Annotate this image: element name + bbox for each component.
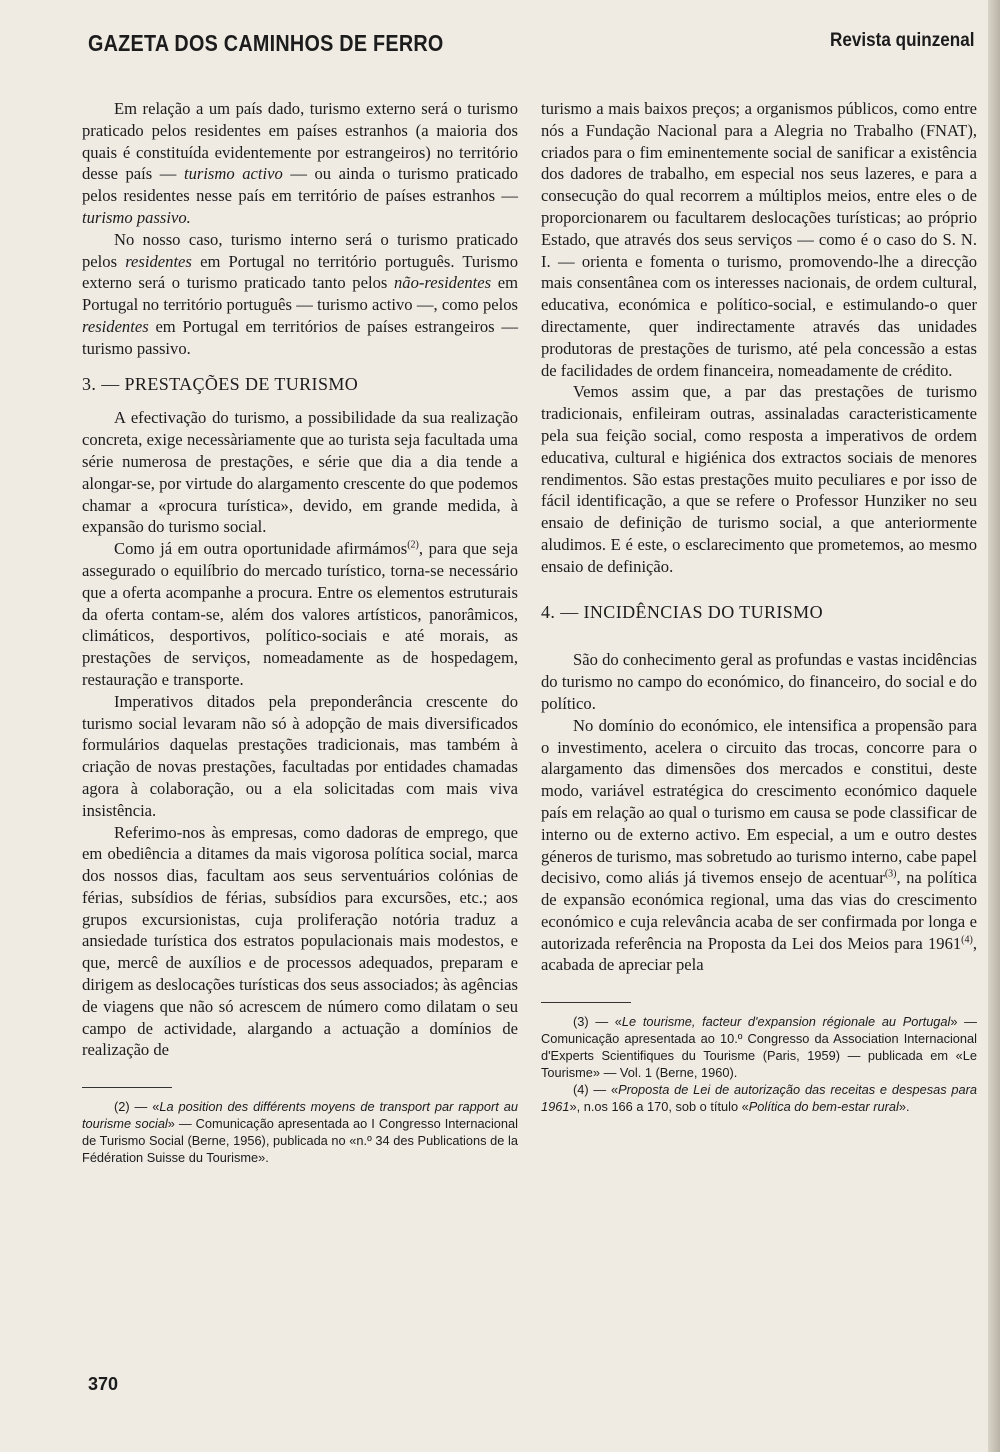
italic-term: Política do bem-estar rural [748, 1099, 899, 1115]
section-heading: 3. — PRESTAÇÕES DE TURISMO [82, 373, 359, 394]
text-run: » — Comunicação apresentada ao 10.º Congresso da Association Internacional d'Experts Scientifiques du Tourisme (Paris, 1959) — publicada em «Le Tourisme» — Vol. 1 (Berne, 1960). [541, 1014, 977, 1081]
footnote [541, 1013, 977, 1081]
paragraph [82, 538, 518, 691]
text-run: (2) — « [114, 1099, 160, 1115]
text-run: Como já em outra oportunidade afirmámos [114, 539, 408, 559]
text-run: Em relação a um país dado, turismo externo será o turismo praticado pelos residentes em países estranhos (a maioria dos quais é constituída evidentemente por estrangeiros) no território desse país — [82, 99, 518, 184]
paragraph: Vemos assim que, a par das prestações de turismo tradicionais, enfileiram outras, assinaladas caracteristicamente pela sua feição social, como resposta a imperativos de ordem educativa, cultural e higiénica dos extractos sociais de menores rendimentos. São estas prestações muito peculiares e por isso de fácil identificação, a que se refere o Professor Hunziker no seu ensaio de definição de turismo social, a que anteriormente aludimos. E é este, o esclarecimento que prometemos, ao mesmo ensaio de definição. [541, 382, 977, 576]
journal-title: GAZETA DOS CAMINHOS DE FERRO [88, 30, 444, 56]
footnote [82, 1098, 518, 1166]
footnote-divider [541, 1002, 631, 1003]
page-number: 370 [88, 1374, 119, 1394]
text-run: » — Comunicação apresentada ao I Congresso Internacional de Turismo Social (Berne, 1956), publicada no «n.º 34 des Publications de la Fédération Suisse du Tourisme». [82, 1116, 518, 1166]
italic-term: residentes [125, 251, 192, 271]
text-run: (3) — « [573, 1014, 622, 1030]
footnote-ref: (2) [407, 539, 419, 551]
paragraph [541, 715, 977, 977]
paragraph: A efectivação do turismo, a possibilidade da sua realização concreta, exige necessàriamente que ao turista seja facultada uma série numerosa de prestações, e série que dia a dia tende a alongar-se, por virtude do alargamento crescente do que podemos chamar a «procura turística», devido, em grande medida, à expansão do turismo social. [82, 408, 518, 537]
section-heading: 4. — INCIDÊNCIAS DO TURISMO [541, 601, 823, 622]
text-run: ». [898, 1099, 910, 1115]
italic-term: La position des différents moyens de transport par rapport au tourisme social [82, 1099, 518, 1132]
italic-term: turismo activo [183, 164, 283, 184]
italic-term: Le tourisme, facteur d'expansion régionale au Portugal [621, 1014, 951, 1030]
italic-term: residentes [82, 316, 149, 336]
text-run: », n.os 166 a 170, sob o título « [569, 1099, 749, 1115]
text-run: em Portugal no território português — turismo activo —, como pelos [82, 273, 519, 315]
footnote-ref: (3) [884, 868, 897, 880]
journal-subtitle: Revista quinzenal [829, 30, 974, 51]
left-column [82, 98, 518, 1166]
footnote-divider [82, 1087, 172, 1088]
paragraph: Imperativos ditados pela preponderância crescente do turismo social levaram não só à adopção de mais diversificados formulários daquelas prestações tradicionais, mas também à criação de novas prestações, facultadas por entidades chamadas agora à colaboração, ou a ela solicitadas com mais viva insistência. [82, 691, 518, 820]
text-run: — ou ainda o turismo praticado pelos residentes nesse país em território de países estranhos — [82, 164, 519, 206]
italic-term: não-residentes [393, 273, 492, 293]
paragraph: São do conhecimento geral as profundas e vastas incidências do turismo no campo do económico, do financeiro, do social e do político. [541, 650, 977, 713]
footnote-ref: (4) [961, 934, 973, 946]
text-run: (4) — « [573, 1082, 619, 1098]
page-spine-edge [988, 0, 1000, 1452]
paragraph: Referimo-nos às empresas, como dadoras de emprego, que em obediência a ditames da mais vigorosa política social, marca dos nossos dias, facultam aos seus serventuários colónias de férias, subsídios de férias, subsídios para excursões, etc.; aos grupos excursionistas, cuja proliferação notória traduz a ansiedade turística dos estratos populacionais mais modestos, e que, mercê de auxílios e de processos adequados, preparam e dirigem as deslocações turísticas dos seus associados; às agências de viagens que não só acrescem de número como dilatam o seu campo de actividade, alargando a actuação a domínios de realização de [82, 822, 518, 1060]
text-run: em Portugal no território português. Turismo externo será o turismo praticado tanto pelos [82, 251, 518, 293]
text-run: , acabada de apreciar pela [541, 933, 977, 975]
text-run: No domínio do económico, ele intensifica a propensão para o investimento, acelera o circuito das trocas, concorre para o alargamento das dimensões dos mercados e constitui, deste modo, variável estratégica do crescimento económico daquele país em relação ao qual o turismo em causa se pode classificar de interno ou de externo activo. Em especial, a um e outro destes géneros de turismo, mas sobretudo ao turismo interno, cabe papel decisivo, como aliás já tivemos ensejo de acentuar [541, 715, 977, 888]
paragraph [82, 98, 518, 229]
text-run: em Portugal em territórios de países estrangeiros — turismo passivo. [82, 316, 518, 358]
paragraph: turismo a mais baixos preços; a organismos públicos, como entre nós a Fundação Nacional para a Alegria no Trabalho (FNAT), criados para o fim eminentemente social de sanificar a existência dos dadores de trabalho, em especial nos seus lazeres, e para a consecução do qual recorrem a múltiplos meios, entre eles o de proporcionarem ou facultarem deslocações turísticas; ao próprio Estado, que através dos seus serviços — como é o caso do S. N. I. — orienta e fomenta o turismo, promovendo-lhe a direcção mais consentânea com os interesses nacionais, de ordem cultural, educativa, económica e político-social, e estimulando-o quer directamente, quer indirectamente através das unidades produtoras de prestações de turismo, até pela concessão a estas de facilidades de ordem financeira, nomeadamente de crédito. [541, 99, 977, 380]
italic-term: turismo passivo. [82, 207, 191, 227]
italic-term: Proposta de Lei de autorização das receitas e despesas para 1961 [541, 1082, 978, 1115]
text-run: , para que seja assegurado o equilíbrio do mercado turístico, torna-se necessário que a oferta acompanhe a procura. Entre os elementos estruturais da oferta contam-se, além dos valores artísticos, panorâmicos, climáticos, desportivos, político-sociais e até morais, as prestações de serviços, nomeadamente as de hospedagem, restauração e transporte. [82, 539, 518, 689]
text-run: No nosso caso, turismo interno será o turismo praticado pelos [82, 229, 518, 271]
paragraph [82, 229, 518, 360]
right-column [541, 98, 977, 1115]
text-run: , na política de expansão económica regional, uma das vias do crescimento económico e cuja relevância acaba de ser confirmada por longa e autorizada referência na Proposta da Lei dos Meios para 1961 [541, 868, 978, 953]
footnote [541, 1081, 977, 1115]
